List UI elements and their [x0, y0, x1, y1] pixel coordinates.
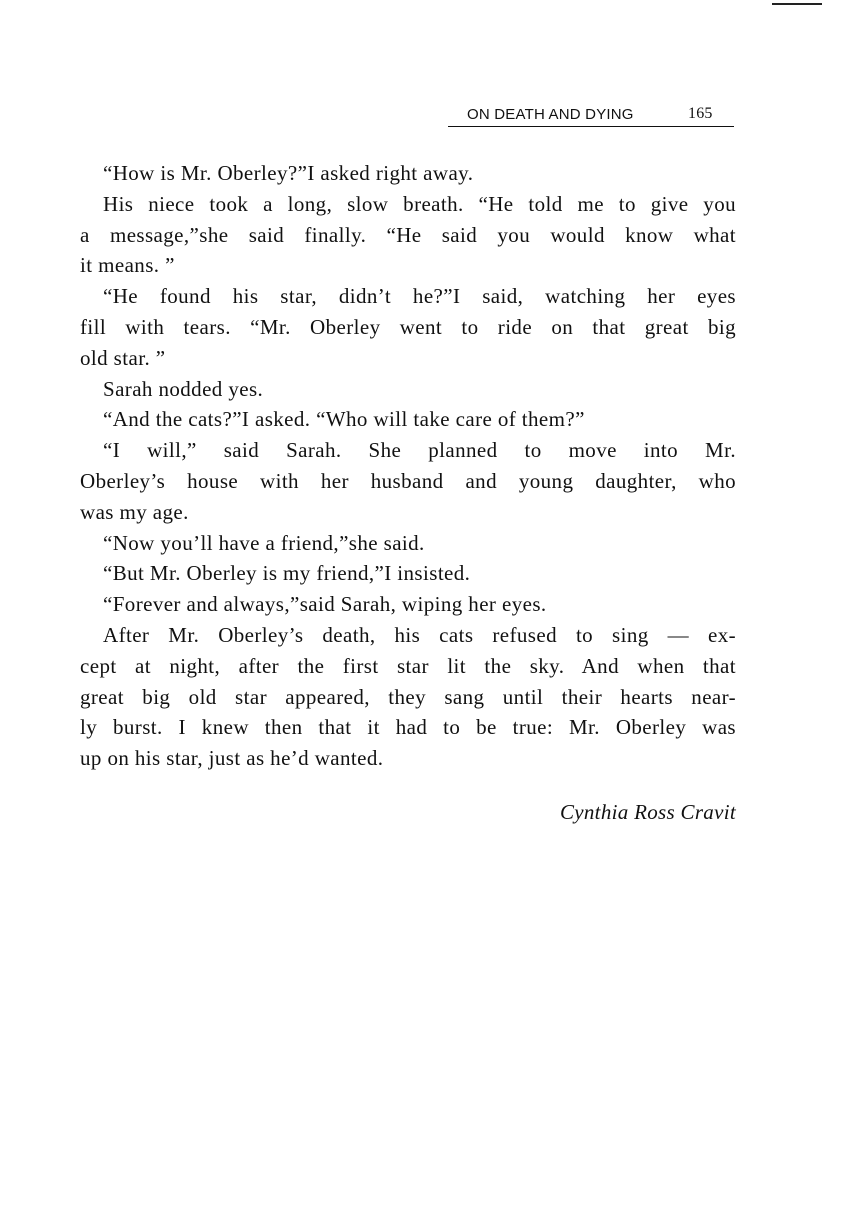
text-line: “How is Mr. Oberley?”I asked right away. [103, 161, 474, 185]
text-line: cept at night, after the first star lit the sky. And when that [80, 653, 736, 678]
text-line: His niece took a long, slow breath. “He told me to give you [103, 191, 736, 216]
text-line: up on his star, just as he’d wanted. [80, 746, 384, 771]
text-line: old star. ” [80, 345, 166, 370]
text-line: ly burst. I knew then that it had to be true: Mr. Oberley was [80, 715, 736, 740]
text-line: “And the cats?”I asked. “Who will take care of them?” [103, 407, 585, 432]
text-line: a message,”she said finally. “He said you would know what [80, 222, 736, 247]
text-line: Oberley’s house with her husband and young daughter, who [80, 468, 736, 493]
running-header [448, 104, 734, 127]
author-signature: Cynthia Ross Cravit [559, 800, 736, 824]
page-number: 165 [688, 105, 713, 122]
text-line: was my age. [80, 499, 189, 524]
text-line: “Forever and always,”said Sarah, wiping her eyes. [103, 592, 547, 617]
section-title: ON DEATH AND DYING [467, 106, 634, 123]
text-line: “I will,” said Sarah. She planned to move into Mr. [103, 438, 736, 463]
text-line: “He found his star, didn’t he?”I said, watching her eyes [103, 284, 736, 309]
text-line: fill with tears. “Mr. Oberley went to ride on that great big [80, 314, 736, 339]
text-line: “But Mr. Oberley is my friend,”I insisted. [103, 561, 471, 586]
text-line: “Now you’ll have a friend,”she said. [103, 530, 425, 555]
story-text [80, 158, 736, 774]
page-corner-mark [772, 0, 822, 5]
text-line: After Mr. Oberley’s death, his cats refused to sing — ex- [103, 622, 736, 647]
text-line: Sarah nodded yes. [103, 376, 264, 401]
text-line: great big old star appeared, they sang until their hearts near- [80, 684, 736, 709]
text-line: it means. ” [80, 253, 175, 278]
